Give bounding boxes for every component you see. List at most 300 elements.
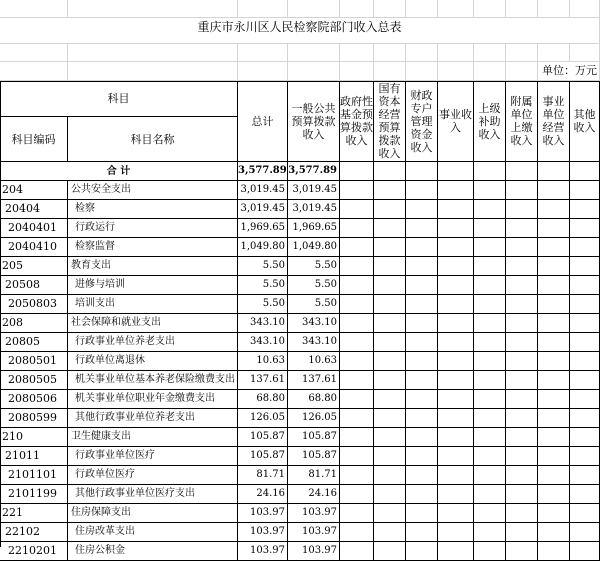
empty-cell <box>538 352 570 371</box>
row-general: 105.87 <box>288 428 340 447</box>
empty-cell <box>570 181 600 200</box>
empty-cell <box>374 447 406 466</box>
row-total: 3,019.45 <box>238 200 288 219</box>
empty-cell <box>570 238 600 257</box>
header-superior-subsidy: 上级补助收入 <box>474 81 506 162</box>
row-code: 2210201 <box>0 542 68 561</box>
empty-cell <box>340 44 374 62</box>
empty-cell <box>506 447 538 466</box>
empty-cell <box>474 542 506 561</box>
empty-cell <box>506 409 538 428</box>
empty-cell <box>374 371 406 390</box>
row-code: 2050803 <box>0 295 68 314</box>
header-business-operation: 事业单位经营收入 <box>538 81 570 162</box>
empty-cell <box>474 390 506 409</box>
row-code: 204 <box>0 181 68 200</box>
empty-cell <box>438 504 474 523</box>
empty-cell <box>474 162 506 181</box>
row-code: 20805 <box>0 333 68 352</box>
empty-cell <box>538 257 570 276</box>
empty-cell <box>506 62 538 81</box>
empty-cell <box>374 466 406 485</box>
empty-cell <box>538 390 570 409</box>
row-code: 2080506 <box>0 390 68 409</box>
row-total: 103.97 <box>238 523 288 542</box>
empty-cell <box>406 542 438 561</box>
row-total: 5.50 <box>238 276 288 295</box>
row-code: 2080501 <box>0 352 68 371</box>
row-name: 公共安全支出 <box>68 181 238 200</box>
row-name: 培训支出 <box>68 295 238 314</box>
empty-cell <box>340 257 374 276</box>
row-general: 3,019.45 <box>288 181 340 200</box>
empty-cell <box>506 181 538 200</box>
row-name: 住房保障支出 <box>68 504 238 523</box>
row-code: 2040410 <box>0 238 68 257</box>
empty-cell <box>406 485 438 504</box>
empty-cell <box>374 44 406 62</box>
empty-cell <box>340 428 374 447</box>
empty-cell <box>570 466 600 485</box>
empty-cell <box>374 390 406 409</box>
empty-cell <box>570 352 600 371</box>
empty-cell <box>340 485 374 504</box>
empty-cell <box>406 162 438 181</box>
row-general: 24.16 <box>288 485 340 504</box>
row-name: 机关事业单位基本养老保险缴费支出 <box>68 371 238 390</box>
empty-cell <box>538 485 570 504</box>
empty-cell <box>374 0 406 18</box>
empty-cell <box>474 523 506 542</box>
row-total: 105.87 <box>238 447 288 466</box>
row-general: 10.63 <box>288 352 340 371</box>
empty-cell <box>406 504 438 523</box>
empty-cell <box>0 0 68 18</box>
row-name: 行政单位离退休 <box>68 352 238 371</box>
row-total: 10.63 <box>238 352 288 371</box>
empty-cell <box>438 352 474 371</box>
empty-cell <box>374 523 406 542</box>
row-general: 81.71 <box>288 466 340 485</box>
empty-cell <box>374 504 406 523</box>
empty-cell <box>340 352 374 371</box>
empty-cell <box>68 44 238 62</box>
empty-cell <box>374 181 406 200</box>
empty-cell <box>570 504 600 523</box>
empty-cell <box>474 276 506 295</box>
empty-cell <box>340 542 374 561</box>
row-code: 221 <box>0 504 68 523</box>
row-name: 其他行政事业单位养老支出 <box>68 409 238 428</box>
empty-cell <box>570 44 600 62</box>
empty-cell <box>438 428 474 447</box>
empty-cell <box>538 447 570 466</box>
row-general: 343.10 <box>288 314 340 333</box>
empty-cell <box>438 257 474 276</box>
row-total: 1,969.65 <box>238 219 288 238</box>
empty-cell <box>406 466 438 485</box>
empty-cell <box>506 314 538 333</box>
empty-cell <box>570 409 600 428</box>
empty-cell <box>438 219 474 238</box>
row-name: 行政单位医疗 <box>68 466 238 485</box>
empty-cell <box>506 44 538 62</box>
row-total: 1,049.80 <box>238 238 288 257</box>
empty-cell <box>374 238 406 257</box>
empty-cell <box>0 44 68 62</box>
empty-cell <box>374 409 406 428</box>
empty-cell <box>340 0 374 18</box>
empty-cell <box>438 523 474 542</box>
empty-cell <box>438 181 474 200</box>
empty-cell <box>406 44 438 62</box>
empty-cell <box>238 0 288 18</box>
empty-cell <box>506 333 538 352</box>
empty-cell <box>374 219 406 238</box>
empty-cell <box>538 504 570 523</box>
empty-cell <box>438 44 474 62</box>
row-general: 126.05 <box>288 409 340 428</box>
row-general: 137.61 <box>288 371 340 390</box>
row-general: 103.97 <box>288 523 340 542</box>
table-title: 重庆市永川区人民检察院部门收入总表 <box>0 18 600 44</box>
total-row-total: 3,577.89 <box>238 162 288 181</box>
empty-cell <box>406 390 438 409</box>
empty-cell <box>506 504 538 523</box>
row-total: 24.16 <box>238 485 288 504</box>
empty-cell <box>506 428 538 447</box>
empty-cell <box>340 504 374 523</box>
empty-cell <box>474 485 506 504</box>
empty-cell <box>340 295 374 314</box>
empty-cell <box>406 295 438 314</box>
empty-cell <box>570 371 600 390</box>
empty-cell <box>570 447 600 466</box>
empty-cell <box>406 181 438 200</box>
row-general: 1,049.80 <box>288 238 340 257</box>
empty-cell <box>538 542 570 561</box>
row-name: 社会保障和就业支出 <box>68 314 238 333</box>
row-code: 2080599 <box>0 409 68 428</box>
total-row-label: 合 计 <box>0 162 238 181</box>
row-name: 教育支出 <box>68 257 238 276</box>
row-name: 行政事业单位医疗 <box>68 447 238 466</box>
empty-cell <box>406 333 438 352</box>
row-total: 343.10 <box>238 333 288 352</box>
empty-cell <box>506 200 538 219</box>
empty-cell <box>474 219 506 238</box>
empty-cell <box>474 428 506 447</box>
empty-cell <box>506 162 538 181</box>
row-total: 5.50 <box>238 295 288 314</box>
empty-cell <box>474 257 506 276</box>
empty-cell <box>406 219 438 238</box>
empty-cell <box>374 276 406 295</box>
empty-cell <box>340 371 374 390</box>
empty-cell <box>538 44 570 62</box>
empty-cell <box>374 542 406 561</box>
empty-cell <box>506 371 538 390</box>
row-general: 103.97 <box>288 504 340 523</box>
empty-cell <box>570 0 600 18</box>
empty-cell <box>340 523 374 542</box>
empty-cell <box>474 447 506 466</box>
header-subject-code: 科目编码 <box>0 117 68 162</box>
empty-cell <box>406 62 438 81</box>
empty-cell <box>438 333 474 352</box>
empty-cell <box>474 238 506 257</box>
empty-cell <box>68 0 238 18</box>
row-code: 205 <box>0 257 68 276</box>
empty-cell <box>238 44 288 62</box>
row-name: 行政运行 <box>68 219 238 238</box>
header-business-income: 事业收入 <box>438 81 474 162</box>
empty-cell <box>506 276 538 295</box>
empty-cell <box>438 62 474 81</box>
row-code: 20404 <box>0 200 68 219</box>
empty-cell <box>68 62 238 81</box>
empty-cell <box>474 62 506 81</box>
empty-cell <box>474 333 506 352</box>
empty-cell <box>374 200 406 219</box>
empty-cell <box>438 409 474 428</box>
empty-cell <box>374 352 406 371</box>
row-code: 2101199 <box>0 485 68 504</box>
empty-cell <box>340 238 374 257</box>
empty-cell <box>570 390 600 409</box>
empty-cell <box>506 295 538 314</box>
empty-cell <box>570 219 600 238</box>
empty-cell <box>438 295 474 314</box>
empty-cell <box>340 181 374 200</box>
empty-cell <box>374 257 406 276</box>
empty-cell <box>538 0 570 18</box>
empty-cell <box>538 238 570 257</box>
empty-cell <box>538 466 570 485</box>
empty-cell <box>570 428 600 447</box>
empty-cell <box>374 314 406 333</box>
empty-cell <box>506 542 538 561</box>
empty-cell <box>438 371 474 390</box>
empty-cell <box>570 162 600 181</box>
empty-cell <box>538 162 570 181</box>
empty-cell <box>374 485 406 504</box>
header-subject: 科目 <box>0 81 238 117</box>
empty-cell <box>506 390 538 409</box>
empty-cell <box>438 200 474 219</box>
row-name: 进修与培训 <box>68 276 238 295</box>
empty-cell <box>474 44 506 62</box>
empty-cell <box>474 314 506 333</box>
empty-cell <box>538 523 570 542</box>
empty-cell <box>340 447 374 466</box>
row-general: 343.10 <box>288 333 340 352</box>
row-code: 208 <box>0 314 68 333</box>
row-name: 住房公积金 <box>68 542 238 561</box>
empty-cell <box>406 314 438 333</box>
empty-cell <box>506 523 538 542</box>
empty-cell <box>506 219 538 238</box>
header-affiliated-payment: 附属单位上缴收入 <box>506 81 538 162</box>
row-total: 126.05 <box>238 409 288 428</box>
empty-cell <box>288 44 340 62</box>
empty-cell <box>506 257 538 276</box>
empty-cell <box>340 314 374 333</box>
row-general: 105.87 <box>288 447 340 466</box>
empty-cell <box>340 162 374 181</box>
empty-cell <box>570 314 600 333</box>
empty-cell <box>506 466 538 485</box>
row-total: 103.97 <box>238 542 288 561</box>
empty-cell <box>406 200 438 219</box>
empty-cell <box>374 333 406 352</box>
empty-cell <box>570 257 600 276</box>
empty-cell <box>406 447 438 466</box>
row-code: 2101101 <box>0 466 68 485</box>
row-general: 1,969.65 <box>288 219 340 238</box>
empty-cell <box>438 447 474 466</box>
row-total: 5.50 <box>238 257 288 276</box>
header-subject-name: 科目名称 <box>68 117 238 162</box>
row-total: 343.10 <box>238 314 288 333</box>
empty-cell <box>506 352 538 371</box>
row-code: 22102 <box>0 523 68 542</box>
empty-cell <box>406 523 438 542</box>
empty-cell <box>406 238 438 257</box>
empty-cell <box>474 181 506 200</box>
empty-cell <box>506 238 538 257</box>
empty-cell <box>438 314 474 333</box>
empty-cell <box>538 428 570 447</box>
empty-cell <box>506 485 538 504</box>
empty-cell <box>288 0 340 18</box>
empty-cell <box>570 523 600 542</box>
empty-cell <box>340 62 374 81</box>
empty-cell <box>406 428 438 447</box>
row-code: 210 <box>0 428 68 447</box>
empty-cell <box>340 333 374 352</box>
row-total: 3,019.45 <box>238 181 288 200</box>
row-name: 其他行政事业单位医疗支出 <box>68 485 238 504</box>
empty-cell <box>538 371 570 390</box>
empty-cell <box>570 276 600 295</box>
row-general: 5.50 <box>288 276 340 295</box>
row-total: 103.97 <box>238 504 288 523</box>
row-name: 卫生健康支出 <box>68 428 238 447</box>
row-name: 检察监督 <box>68 238 238 257</box>
row-name: 机关事业单位职业年金缴费支出 <box>68 390 238 409</box>
empty-cell <box>406 0 438 18</box>
empty-cell <box>538 314 570 333</box>
empty-cell <box>570 485 600 504</box>
header-other-income: 其他收入 <box>570 81 600 162</box>
empty-cell <box>438 390 474 409</box>
empty-cell <box>474 295 506 314</box>
empty-cell <box>538 276 570 295</box>
row-total: 81.71 <box>238 466 288 485</box>
empty-cell <box>474 409 506 428</box>
empty-cell <box>538 295 570 314</box>
row-general: 68.80 <box>288 390 340 409</box>
empty-cell <box>570 200 600 219</box>
empty-cell <box>288 62 340 81</box>
row-code: 20508 <box>0 276 68 295</box>
empty-cell <box>474 200 506 219</box>
empty-cell <box>438 162 474 181</box>
empty-cell <box>406 371 438 390</box>
empty-cell <box>474 504 506 523</box>
header-general-budget: 一般公共预算拨款收入 <box>288 81 340 162</box>
row-general: 3,019.45 <box>288 200 340 219</box>
empty-cell <box>374 428 406 447</box>
empty-cell <box>474 0 506 18</box>
row-general: 103.97 <box>288 542 340 561</box>
empty-cell <box>538 200 570 219</box>
row-total: 105.87 <box>238 428 288 447</box>
row-total: 137.61 <box>238 371 288 390</box>
row-code: 2040401 <box>0 219 68 238</box>
empty-cell <box>340 276 374 295</box>
empty-cell <box>340 466 374 485</box>
header-gov-fund: 政府性基金预算拨款收入 <box>340 81 374 162</box>
empty-cell <box>406 409 438 428</box>
empty-cell <box>374 62 406 81</box>
empty-cell <box>406 276 438 295</box>
row-total: 68.80 <box>238 390 288 409</box>
empty-cell <box>340 390 374 409</box>
empty-cell <box>506 0 538 18</box>
row-name: 行政事业单位养老支出 <box>68 333 238 352</box>
header-total: 总计 <box>238 81 288 162</box>
empty-cell <box>340 219 374 238</box>
unit-label: 单位：万元 <box>538 62 600 81</box>
empty-cell <box>438 0 474 18</box>
empty-cell <box>438 238 474 257</box>
empty-cell <box>538 219 570 238</box>
empty-cell <box>340 200 374 219</box>
empty-cell <box>474 466 506 485</box>
empty-cell <box>538 181 570 200</box>
row-name: 住房改革支出 <box>68 523 238 542</box>
empty-cell <box>570 542 600 561</box>
empty-cell <box>406 352 438 371</box>
empty-cell <box>538 409 570 428</box>
empty-cell <box>538 333 570 352</box>
header-state-capital: 国有资本经营预算拨款收入 <box>374 81 406 162</box>
empty-cell <box>474 371 506 390</box>
row-name: 检察 <box>68 200 238 219</box>
empty-cell <box>340 409 374 428</box>
empty-cell <box>438 466 474 485</box>
empty-cell <box>474 352 506 371</box>
empty-cell <box>374 295 406 314</box>
row-code: 21011 <box>0 447 68 466</box>
row-general: 5.50 <box>288 257 340 276</box>
empty-cell <box>438 542 474 561</box>
empty-cell <box>0 62 68 81</box>
empty-cell <box>238 62 288 81</box>
total-row-general: 3,577.89 <box>288 162 340 181</box>
empty-cell <box>374 162 406 181</box>
empty-cell <box>438 276 474 295</box>
empty-cell <box>570 295 600 314</box>
header-fiscal-special: 财政专户管理资金收入 <box>406 81 438 162</box>
row-code: 2080505 <box>0 371 68 390</box>
empty-cell <box>406 257 438 276</box>
row-general: 5.50 <box>288 295 340 314</box>
empty-cell <box>570 333 600 352</box>
empty-cell <box>438 485 474 504</box>
